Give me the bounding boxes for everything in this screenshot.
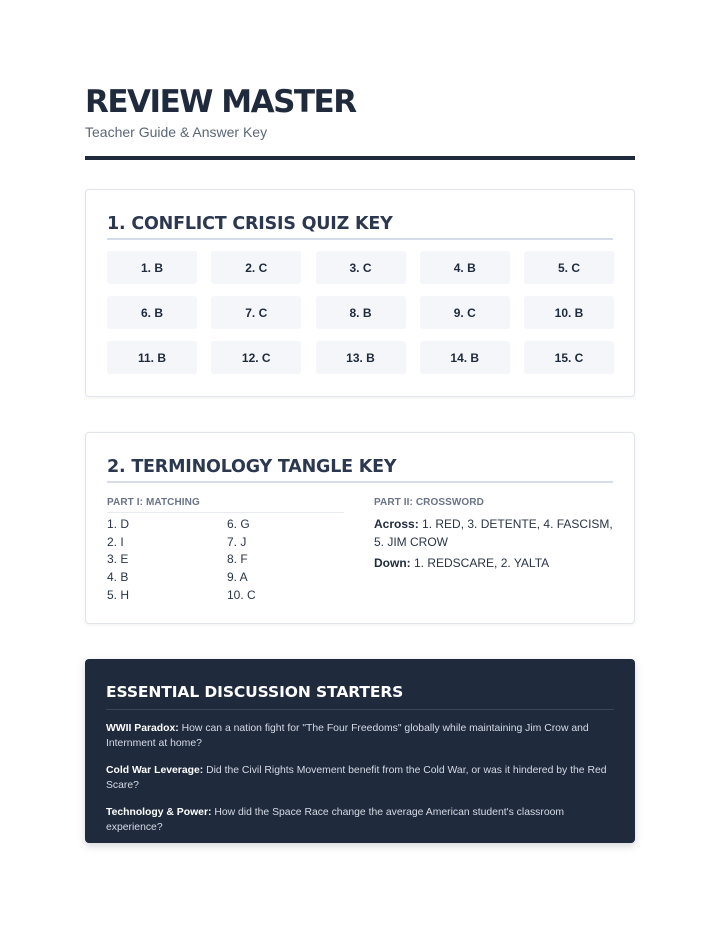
quiz-answer: 2. C <box>211 251 301 284</box>
quiz-answer: 13. B <box>316 341 406 374</box>
header-divider <box>85 156 635 160</box>
matching-answer: 6. G <box>227 517 250 531</box>
quiz-answer: 8. B <box>316 296 406 329</box>
quiz-key-title: 1. CONFLICT CRISIS QUIZ KEY <box>107 212 613 240</box>
matching-answer: 8. F <box>227 552 248 567</box>
discussion-item-label: Technology & Power: <box>106 807 212 818</box>
discussion-item <box>106 806 607 835</box>
quiz-answer: 1. B <box>107 251 197 284</box>
matching-answer: 9. A <box>227 570 248 585</box>
matching-label: PART I: MATCHING <box>107 496 344 513</box>
discussion-item-text: Did the Civil Rights Movement benefit from the Cold War, or was it hindered by the Red Scare? <box>106 765 607 791</box>
discussion-item-label: WWII Paradox: <box>106 723 179 734</box>
discussion-starters-card <box>85 659 635 843</box>
quiz-answer: 7. C <box>211 296 301 329</box>
terminology-key-title: 2. TERMINOLOGY TANGLE KEY <box>107 455 613 483</box>
crossword-section <box>374 496 614 572</box>
crossword-label: PART II: CROSSWORD <box>374 497 484 508</box>
quiz-answer: 3. C <box>316 251 406 284</box>
matching-section <box>107 496 344 604</box>
discussion-item-label: Cold War Leverage: <box>106 765 204 776</box>
down-label: Down: <box>374 556 411 570</box>
quiz-answer: 4. B <box>420 251 510 284</box>
quiz-answer: 9. C <box>420 296 510 329</box>
matching-answer: 4. B <box>107 570 129 585</box>
matching-answer: 3. E <box>107 552 129 567</box>
matching-answer: 7. J <box>227 534 247 549</box>
across-answers: 1. RED, 3. DETENTE, 4. FASCISM, 5. JIM CROW <box>374 517 613 549</box>
quiz-answer: 10. B <box>524 296 614 329</box>
discussion-item-text: How can a nation fight for "The Four Freedoms" globally while maintaining Jim Crow and Internment at home? <box>106 723 589 749</box>
crossword-down <box>374 554 614 572</box>
down-answers: 1. REDSCARE, 2. YALTA <box>414 556 550 570</box>
across-label: Across: <box>374 517 419 531</box>
page-subtitle: Teacher Guide & Answer Key <box>85 124 268 140</box>
quiz-answer: 5. C <box>524 251 614 284</box>
crossword-across <box>374 515 614 551</box>
discussion-item <box>106 722 607 751</box>
page-title: REVIEW MASTER <box>85 84 356 120</box>
terminology-key-card <box>85 432 635 624</box>
discussion-item <box>106 764 607 793</box>
quiz-answer: 11. B <box>107 341 197 374</box>
quiz-answer: 12. C <box>211 341 301 374</box>
quiz-key-card <box>85 189 635 397</box>
matching-answers <box>107 516 344 604</box>
quiz-answer: 6. B <box>107 296 197 329</box>
matching-answer: 10. C <box>227 587 256 602</box>
matching-answer: 1. D <box>107 517 130 531</box>
page-header <box>85 82 635 142</box>
discussion-item-text: How did the Space Race change the average American student's classroom experience? <box>106 807 565 833</box>
quiz-answer: 15. C <box>524 341 614 374</box>
matching-answer: 5. H <box>107 587 130 602</box>
discussion-list <box>106 722 607 848</box>
matching-answer: 2. I <box>107 534 124 549</box>
discussion-starters-title: ESSENTIAL DISCUSSION STARTERS <box>106 681 614 710</box>
quiz-answer-grid <box>107 251 614 374</box>
quiz-answer: 14. B <box>420 341 510 374</box>
